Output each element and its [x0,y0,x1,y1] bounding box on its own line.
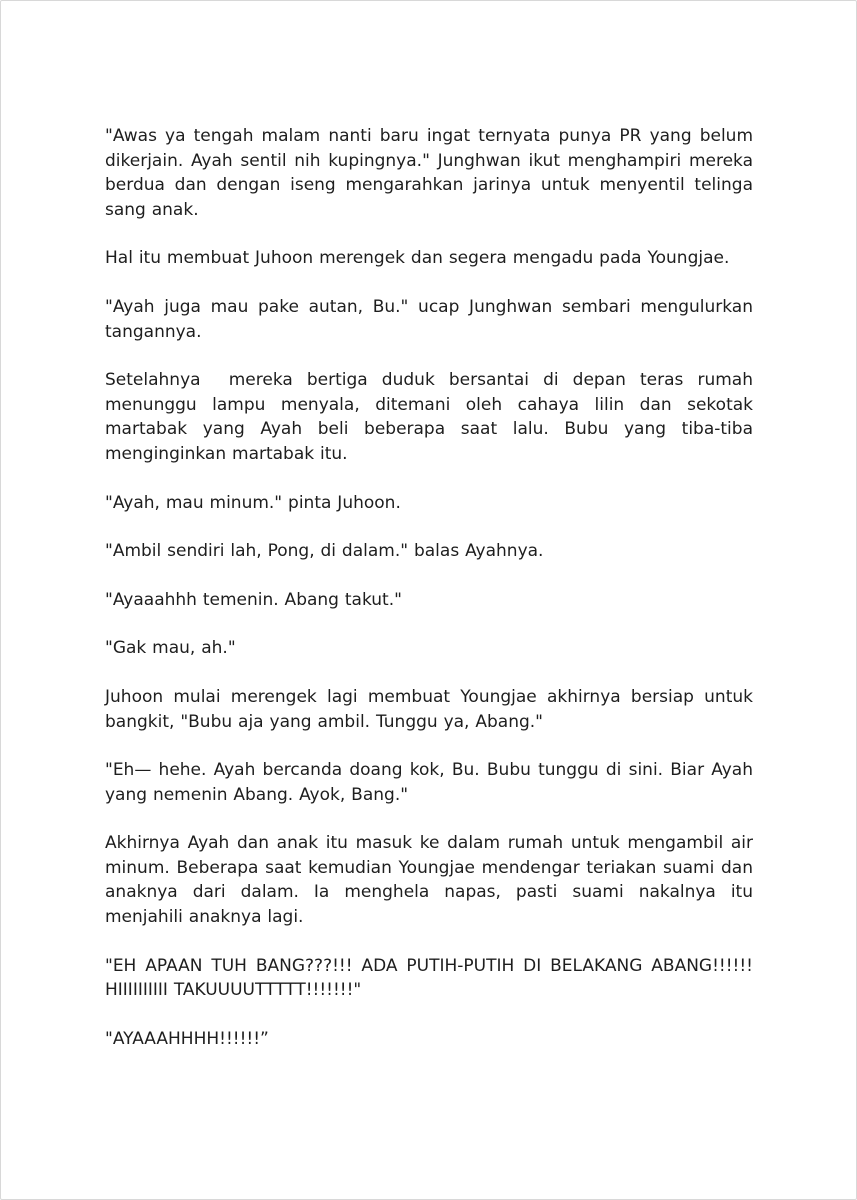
paragraph: "AYAAAHHHH!!!!!!” [105,1028,269,1049]
paragraph: "EH APAAN TUH BANG???!!! ADA PUTIH-PUTIH DI BELAKANG ABANG!!!!!! HIIIIIIIIII TAKUUUUTTTTT!!!!!!!" [105,955,759,1001]
paragraph: Setelahnya mereka bertiga duduk bersantai di depan teras rumah menunggu lampu menyala, ditemani oleh cahaya lilin dan sekotak martabak yang Ayah beli beberapa saat lalu. Bubu yang tiba-tiba menginginkan martabak itu. [105,370,759,464]
paragraph: "Ambil sendiri lah, Pong, di dalam." balas Ayahnya. [105,541,544,562]
paragraph: "Ayah, mau minum." pinta Juhoon. [105,492,401,513]
paragraph: Juhoon mulai merengek lagi membuat Youngjae akhirnya bersiap untuk bangkit, "Bubu aja yang ambil. Tunggu ya, Abang." [105,686,759,732]
paragraph: "Ayaaahhh temenin. Abang takut." [105,589,402,610]
paragraph: "Awas ya tengah malam nanti baru ingat ternyata punya PR yang belum dikerjain. Ayah sentil nih kupingnya." Junghwan ikut menghampiri mereka berdua dan dengan iseng mengarahkan jarinya untuk menyentil telinga sang anak. [105,126,759,220]
document-body [105,124,759,1075]
paragraph: Akhirnya Ayah dan anak itu masuk ke dalam rumah untuk mengambil air minum. Beberapa saat kemudian Youngjae mendengar teriakan suami dan anaknya dari dalam. Ia menghela napas, pasti suami nakalnya itu menjahili anaknya lagi. [105,833,759,928]
paragraph: Hal itu membuat Juhoon merengek dan segera mengadu pada Youngjae. [105,248,730,269]
paragraph: "Ayah juga mau pake autan, Bu." ucap Junghwan sembari mengulurkan tangannya. [105,296,759,342]
paragraph: "Eh— hehe. Ayah bercanda doang kok, Bu. Bubu tunggu di sini. Biar Ayah yang nemenin Abang. Ayok, Bang." [105,760,759,805]
paragraph: "Gak mau, ah." [105,638,236,659]
